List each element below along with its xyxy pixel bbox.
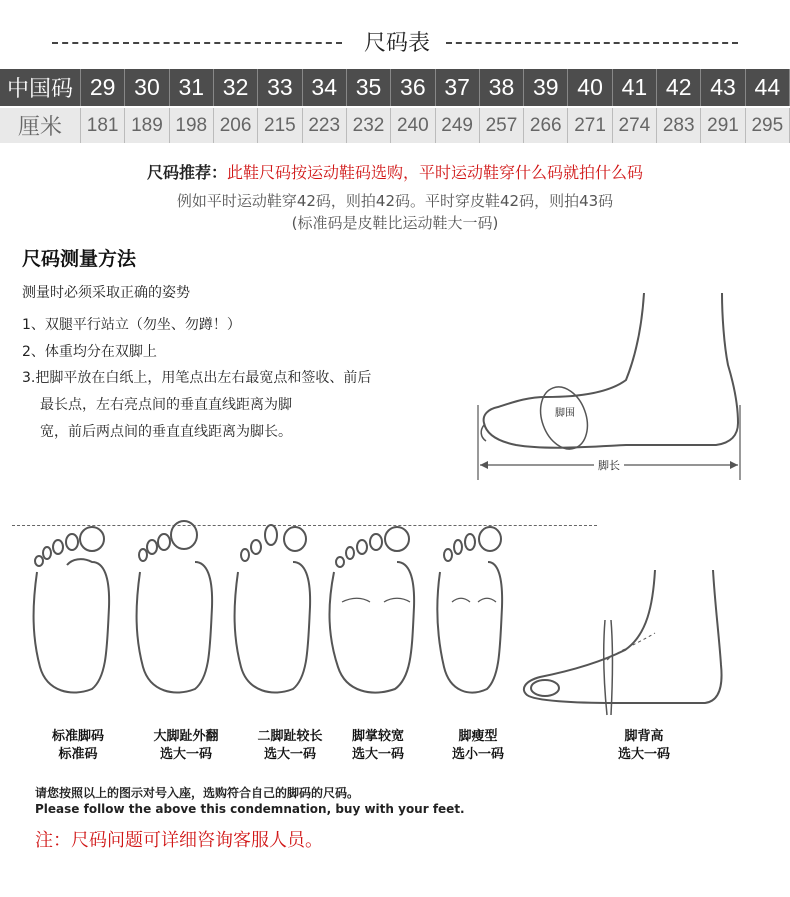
recommendation-standard-note: (标准码是皮鞋比运动鞋大一码) (291, 214, 499, 232)
measure-step-2: 2、体重均分在双脚上 (22, 344, 157, 360)
cm-cell: 232 (346, 107, 390, 143)
china-size-cell: 32 (213, 69, 257, 107)
china-size-cell: 30 (125, 69, 169, 107)
foot-type-advice: 选大一码 (263, 747, 316, 762)
measure-step-3b: 最长点，左右亮点间的垂直直线距离为脚 (40, 397, 292, 413)
title-text: 尺码表 (363, 31, 430, 56)
foot-side-illustration (476, 285, 746, 485)
cm-cell: 249 (435, 107, 479, 143)
china-size-cell: 34 (302, 69, 346, 107)
china-size-row (0, 69, 790, 107)
cm-cell: 240 (391, 107, 435, 143)
foot-type-name: 大脚趾外翻 (153, 729, 219, 744)
title-divider-right (446, 42, 738, 44)
measure-intro: 测量时必须采取正确的姿势 (22, 285, 190, 301)
foot-type-long-second-toe (240, 728, 340, 764)
china-size-cell: 35 (346, 69, 390, 107)
foot-type-standard (28, 728, 128, 764)
customer-service-warning: 注：尺码问题可详细咨询客服人员。 (35, 830, 323, 851)
china-size-cell: 29 (81, 69, 125, 107)
foot-types-illustration (12, 517, 602, 707)
note-english: Please follow the above this condemnation, buy with your feet. (35, 802, 465, 816)
china-size-header: 中国码 (0, 69, 81, 107)
china-size-cell: 36 (391, 69, 435, 107)
foot-type-advice: 选大一码 (351, 747, 404, 762)
length-label: 脚长 (598, 459, 620, 472)
cm-cell: 271 (568, 107, 612, 143)
foot-type-advice: 选大一码 (159, 747, 212, 762)
cm-cell: 266 (524, 107, 568, 143)
measure-step-1: 1、双腿平行站立（勿坐、勿蹲！） (22, 317, 241, 333)
china-size-cell: 44 (745, 69, 789, 107)
foot-type-advice: 选小一码 (451, 747, 504, 762)
china-size-cell: 42 (657, 69, 701, 107)
foot-type-name: 标准脚码 (51, 729, 104, 744)
foot-type-name: 脚瘦型 (458, 729, 498, 744)
note-chinese: 请您按照以上的图示对号入座，选购符合自己的脚码的尺码。 (35, 786, 360, 800)
cm-cell: 223 (302, 107, 346, 143)
foot-type-advice: 选大一码 (617, 747, 670, 762)
size-table (0, 69, 790, 143)
cm-cell: 291 (701, 107, 745, 143)
foot-type-wide (328, 728, 428, 764)
china-size-cell: 33 (258, 69, 302, 107)
recommendation-text: 此鞋尺码按运动鞋码选购，平时运动鞋穿什么码就拍什么码 (227, 163, 644, 182)
recommendation-label: 尺码推荐： (146, 163, 227, 182)
cm-cell: 274 (612, 107, 656, 143)
foot-type-advice: 标准码 (58, 747, 98, 762)
measure-step-3a: 3.把脚平放在白纸上，用笔点出左右最宽点和签收、前后 (22, 370, 372, 386)
cm-cell: 189 (125, 107, 169, 143)
girth-label: 脚围 (555, 408, 575, 419)
cm-cell: 283 (657, 107, 701, 143)
cm-row (0, 107, 790, 143)
foot-type-high-instep (594, 728, 694, 764)
foot-type-name: 脚掌较宽 (351, 729, 404, 744)
cm-cell: 206 (213, 107, 257, 143)
china-size-cell: 38 (479, 69, 523, 107)
cm-cell: 257 (479, 107, 523, 143)
measure-step-3c: 宽，前后两点间的垂直直线距离为脚长。 (40, 424, 292, 440)
china-size-cell: 41 (612, 69, 656, 107)
china-size-cell: 31 (169, 69, 213, 107)
size-chart-title (0, 26, 790, 60)
foot-type-slim (428, 728, 528, 764)
china-size-cell: 40 (568, 69, 612, 107)
cm-cell: 295 (745, 107, 789, 143)
size-recommendation (0, 160, 790, 183)
foot-type-name: 二脚趾较长 (257, 729, 323, 744)
china-size-cell: 43 (701, 69, 745, 107)
china-size-cell: 39 (524, 69, 568, 107)
cm-cell: 215 (258, 107, 302, 143)
foot-type-name: 脚背高 (624, 729, 664, 744)
cm-cell: 198 (169, 107, 213, 143)
cm-cell: 181 (81, 107, 125, 143)
recommendation-example: 例如平时运动鞋穿42码，则拍42码。平时穿皮鞋42码，则拍43码 (176, 192, 614, 210)
foot-type-bunion (136, 728, 236, 764)
title-divider-left (52, 42, 342, 44)
cm-header: 厘米 (0, 107, 81, 143)
instep-height-illustration (515, 565, 775, 730)
measure-heading: 尺码测量方法 (22, 248, 137, 270)
china-size-cell: 37 (435, 69, 479, 107)
